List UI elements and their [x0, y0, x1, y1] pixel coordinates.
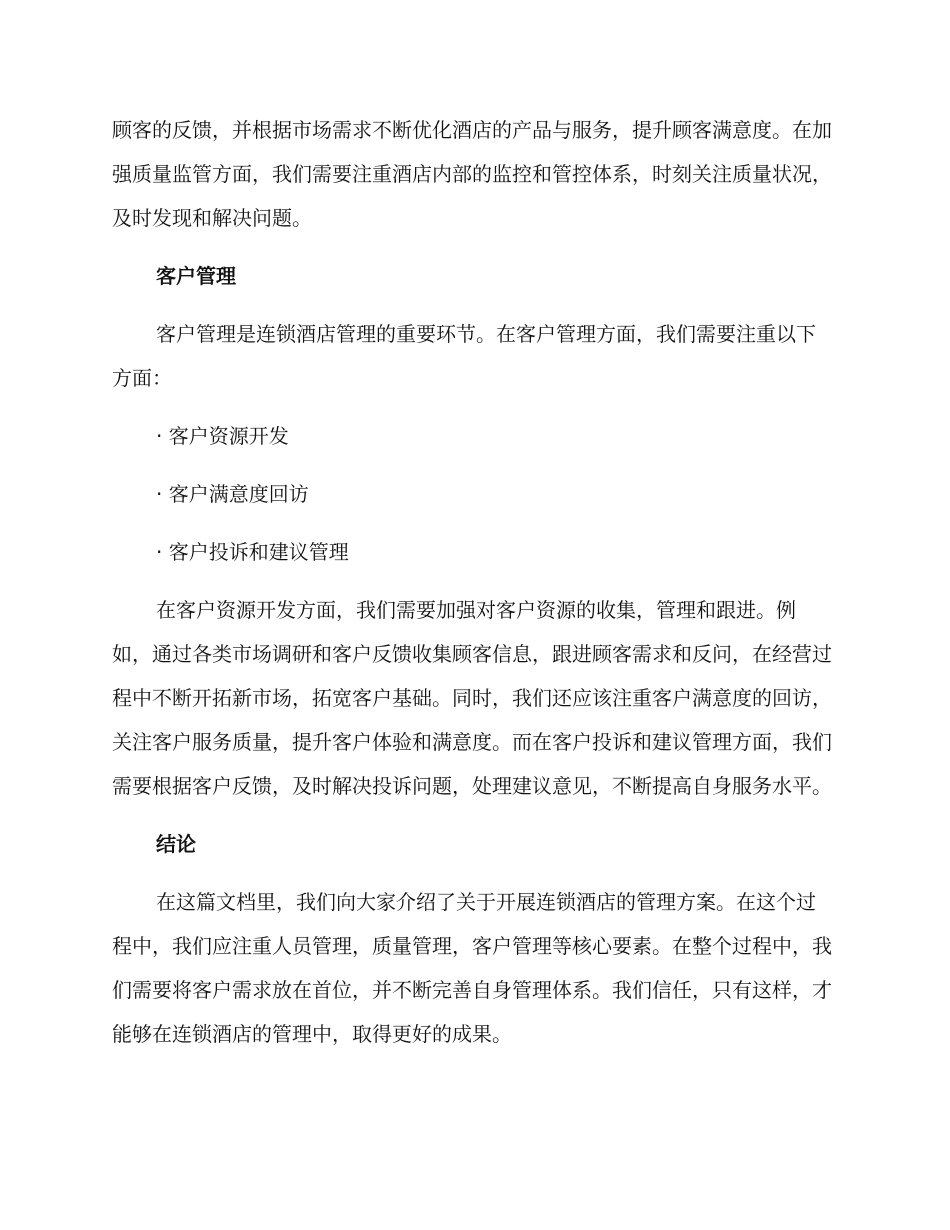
- bullet-item: · 客户资源开发: [156, 424, 289, 448]
- conclusion-body: 在这篇文档里，我们向大家介绍了关于开展连锁酒店的管理方案。在这个过程中，我们应注重人员管理，质量管理，客户管理等核心要素。在整个过程中，我们需要将客户需求放在首位，并不断完善自身管理体系。我们信任，只有这样，才能够在连锁酒店的管理中，取得更好的成果。: [112, 890, 832, 1046]
- customer-management-body: 在客户资源开发方面，我们需要加强对客户资源的收集，管理和跟进。例如，通过各类市场调研和客户反馈收集顾客信息，跟进顾客需求和反问，在经营过程中不断开拓新市场，拓宽客户基础。同时，我们还应该注重客户满意度的回访，关注客户服务质量，提升客户体验和满意度。而在客户投诉和建议管理方面，我们需要根据客户反馈，及时解决投诉问题，处理建议意见，不断提高自身服务水平。: [112, 598, 832, 798]
- customer-management-intro: 客户管理是连锁酒店管理的重要环节。在客户管理方面，我们需要注重以下方面：: [112, 322, 816, 390]
- bullet-item: · 客户满意度回访: [156, 482, 309, 506]
- intro-paragraph: 顾客的反馈，并根据市场需求不断优化酒店的产品与服务，提升顾客满意度。在加强质量监管方面，我们需要注重酒店内部的监控和管控体系，时刻关注质量状况，及时发现和解决问题。: [112, 118, 832, 230]
- conclusion-heading: 结论: [156, 832, 196, 856]
- document-page: [112, 108, 832, 1056]
- bullet-item: · 客户投诉和建议管理: [156, 540, 349, 564]
- customer-management-heading: 客户管理: [156, 264, 236, 288]
